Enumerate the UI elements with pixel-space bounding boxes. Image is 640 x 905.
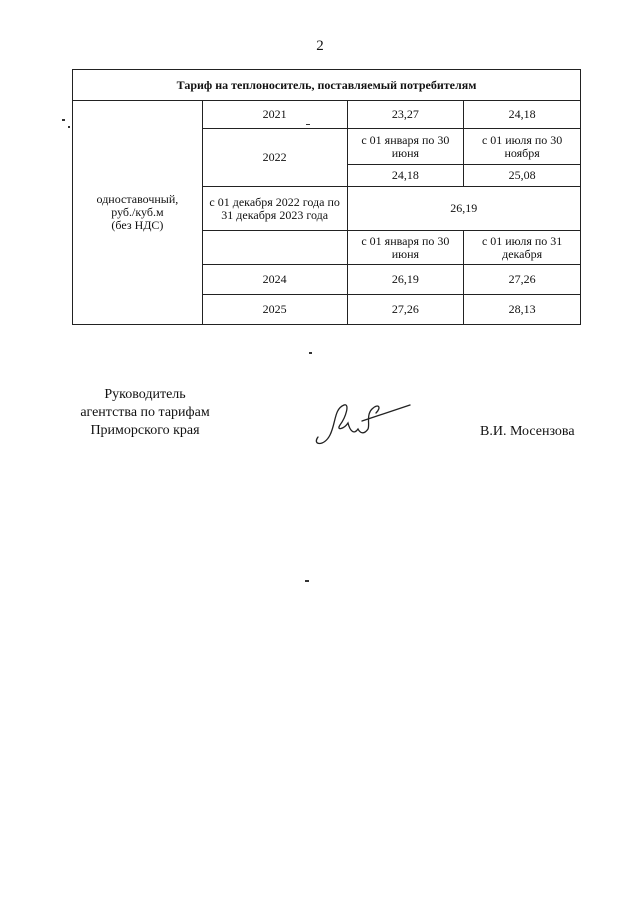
value-cell: 23,27 [347, 101, 464, 129]
position-line: Руководитель [104, 387, 186, 402]
value-cell: 25,08 [464, 165, 581, 187]
table-row [73, 101, 581, 129]
category-line: (без НДС) [111, 218, 164, 232]
category-line: одноставочный, [96, 192, 179, 206]
value-cell: 28,13 [464, 295, 581, 325]
tariff-table [72, 69, 581, 325]
scan-speck [306, 124, 310, 125]
subperiod-cell: с 01 июля по 30 ноября [464, 129, 581, 165]
value-cell: 27,26 [347, 295, 464, 325]
subperiod-cell: с 01 января по 30 июня [347, 129, 464, 165]
scan-speck [305, 580, 309, 582]
period-cell: 2024 [202, 265, 347, 295]
scan-speck [68, 126, 70, 128]
category-line: руб./куб.м [111, 205, 164, 219]
period-cell: с 01 декабря 2022 года по 31 декабря 2023 года [202, 187, 347, 231]
position-line: Приморского края [90, 423, 200, 438]
signatory-name: В.И. Мосензова [480, 424, 575, 439]
signatory-position [60, 386, 230, 440]
merged-value-cell: 26,19 [347, 187, 581, 231]
value-cell: 26,19 [347, 265, 464, 295]
subperiod-cell: с 01 июля по 31 декабря [464, 231, 581, 265]
subperiod-cell: с 01 января по 30 июня [347, 231, 464, 265]
position-line: агентства по тарифам [80, 405, 210, 420]
value-cell: 24,18 [464, 101, 581, 129]
table-title: Тариф на теплоноситель, поставляемый потребителям [73, 70, 581, 101]
scan-speck [62, 119, 65, 121]
period-cell: 2025 [202, 295, 347, 325]
period-cell [202, 231, 347, 265]
value-cell: 27,26 [464, 265, 581, 295]
scan-speck [309, 352, 312, 354]
page-number: 2 [316, 38, 324, 54]
tariff-category-cell [73, 101, 203, 325]
handwritten-signature [310, 395, 420, 455]
period-cell: 2022 [202, 129, 347, 187]
table-title-row [73, 70, 581, 101]
period-cell: 2021 [202, 101, 347, 129]
value-cell: 24,18 [347, 165, 464, 187]
